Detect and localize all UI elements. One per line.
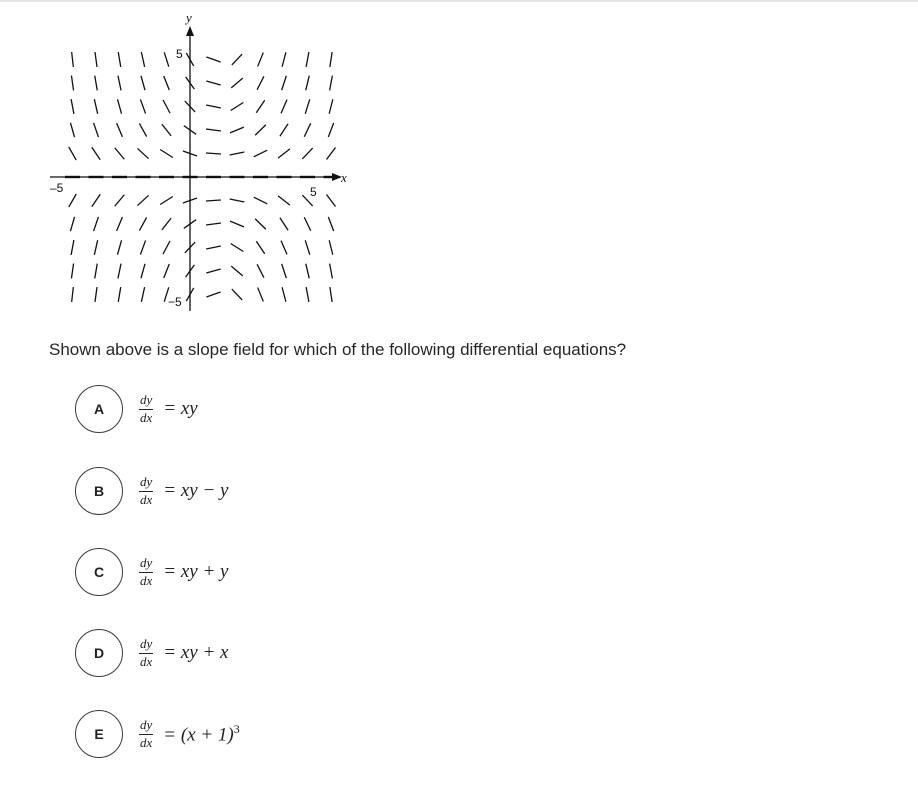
equation-rhs	[163, 722, 239, 746]
fraction-numerator: dy	[139, 718, 153, 735]
slope-segment	[231, 266, 242, 276]
slope-segment	[95, 264, 98, 279]
slope-segment	[72, 52, 74, 67]
choice-b[interactable]	[75, 467, 228, 515]
slope-segment	[305, 99, 310, 113]
slope-segment	[71, 99, 74, 114]
slope-segment	[254, 197, 267, 204]
choice-e[interactable]	[75, 710, 240, 758]
choice-a[interactable]	[75, 385, 198, 433]
slope-segment	[206, 246, 221, 249]
slope-segment	[206, 269, 220, 273]
tick-label-x-pos: 5	[310, 185, 317, 199]
slope-segment	[305, 240, 310, 254]
slope-segment	[281, 100, 287, 114]
slope-segment	[163, 241, 170, 254]
slope-segment	[160, 197, 173, 205]
slope-segment	[206, 200, 221, 201]
slope-segment	[257, 76, 264, 89]
choice-c-equation	[139, 556, 228, 589]
top-border	[0, 0, 918, 2]
slope-segment	[164, 264, 170, 278]
slope-segment	[282, 76, 287, 90]
tick-label-y-neg: −5	[168, 295, 182, 309]
slope-segment	[206, 129, 221, 131]
choice-d-equation	[139, 637, 228, 670]
slope-segment	[118, 287, 120, 302]
fraction-denominator: dx	[140, 572, 153, 588]
slope-segment	[231, 244, 244, 252]
fraction-denominator: dx	[140, 653, 153, 669]
slope-segment	[255, 125, 266, 136]
slope-segment	[115, 148, 125, 159]
slope-segment	[164, 52, 169, 66]
slope-segment	[306, 287, 309, 302]
slope-segment	[330, 287, 332, 302]
tick-label-y-pos: 5	[176, 47, 183, 61]
slope-segment	[329, 240, 333, 255]
slope-segment	[141, 76, 145, 90]
slope-segment	[306, 52, 309, 67]
fraction-denominator: dx	[140, 491, 153, 507]
slope-segment	[302, 148, 312, 159]
slope-segment	[139, 217, 146, 230]
slope-segment	[70, 217, 74, 231]
slope-segment	[117, 217, 123, 231]
slope-segment	[94, 99, 97, 114]
equation-rhs: = xy	[163, 398, 198, 419]
slope-segment	[117, 240, 121, 254]
slope-segment	[258, 53, 264, 67]
slope-segment	[206, 105, 221, 108]
fraction-numerator: dy	[139, 556, 153, 573]
slope-segment	[254, 150, 267, 157]
slope-segment	[118, 76, 121, 91]
slope-segment	[118, 264, 121, 279]
slope-segment	[206, 292, 220, 297]
choice-b-letter[interactable]: B	[75, 467, 123, 515]
derivative-fraction	[139, 718, 153, 751]
equation-rhs: = xy + x	[163, 642, 229, 663]
choice-c-letter[interactable]: C	[75, 548, 123, 596]
slope-segment	[330, 52, 332, 67]
choice-c[interactable]	[75, 548, 228, 596]
slope-segment	[306, 264, 309, 279]
slope-segment	[94, 240, 97, 255]
slope-segment	[164, 76, 170, 90]
y-axis-label: y	[186, 10, 192, 25]
y-axis-arrow-icon	[186, 26, 194, 36]
choice-d[interactable]	[75, 629, 228, 677]
slope-segment	[206, 223, 221, 225]
slope-segment	[230, 221, 244, 227]
slope-segment	[280, 124, 288, 137]
slope-segment	[230, 127, 244, 133]
derivative-fraction	[139, 475, 153, 508]
slope-segment	[258, 288, 264, 302]
choice-b-equation	[139, 475, 228, 508]
equation-rhs: = xy + y	[163, 561, 229, 582]
slope-segment	[92, 147, 100, 159]
slope-segment	[257, 264, 264, 277]
slope-segment	[140, 99, 145, 113]
slope-segment	[162, 124, 171, 136]
slope-segment	[92, 194, 100, 206]
slope-segment	[330, 264, 333, 279]
slope-segment	[329, 99, 333, 114]
slope-segment	[94, 217, 99, 231]
slope-segment	[95, 52, 97, 67]
slope-segment	[95, 76, 98, 91]
fraction-denominator: dx	[140, 409, 153, 425]
choice-e-equation	[139, 718, 240, 751]
equation-exponent: 3	[233, 721, 240, 736]
slope-segment	[115, 195, 125, 206]
slope-segment	[118, 52, 120, 67]
fraction-denominator: dx	[140, 734, 153, 750]
slope-segment	[70, 123, 74, 137]
slope-segment	[72, 287, 74, 302]
slope-segment	[140, 240, 145, 254]
slope-segment	[117, 123, 123, 137]
slope-segment	[328, 123, 333, 137]
slope-segment	[162, 218, 171, 230]
slope-segment	[255, 219, 266, 230]
slope-segment	[71, 240, 74, 255]
slope-segment	[280, 218, 288, 231]
slope-segment	[230, 152, 245, 155]
slope-segment	[163, 100, 170, 113]
slope-segment	[330, 76, 333, 91]
slope-segment	[278, 149, 290, 158]
slope-segment	[69, 147, 76, 160]
slope-segment	[304, 217, 310, 231]
slope-segment	[326, 148, 335, 160]
slope-segment	[230, 199, 245, 202]
choice-e-letter[interactable]: E	[75, 710, 123, 758]
slope-segment	[206, 57, 220, 62]
tick-label-x-neg: –5	[50, 181, 64, 195]
slope-segment	[256, 241, 264, 253]
slope-segment	[95, 287, 97, 302]
slope-segment	[94, 123, 99, 137]
slope-segment	[282, 52, 286, 67]
slope-segment	[256, 100, 264, 112]
x-axis-label: x	[341, 170, 347, 185]
slope-segment	[326, 195, 335, 207]
slope-segment	[282, 287, 286, 302]
slope-segment	[141, 287, 144, 302]
equation-rhs-base: = (x + 1)	[163, 724, 234, 746]
choice-a-letter[interactable]: A	[75, 385, 123, 433]
fraction-numerator: dy	[139, 393, 153, 410]
equation-rhs: = xy − y	[163, 480, 229, 501]
slope-segment	[139, 123, 146, 136]
derivative-fraction	[139, 637, 153, 670]
fraction-numerator: dy	[139, 637, 153, 654]
slope-segment	[232, 289, 242, 300]
slope-segment	[304, 123, 310, 137]
slope-segment	[231, 78, 242, 88]
slope-field-graph	[40, 6, 360, 316]
slope-segment	[137, 195, 148, 205]
slope-segment	[282, 264, 287, 278]
slope-segment	[71, 76, 73, 91]
question-text: Shown above is a slope field for which of the following differential equations?	[49, 340, 627, 359]
slope-segment	[141, 264, 145, 278]
slope-segment	[306, 76, 309, 91]
fraction-numerator: dy	[139, 475, 153, 492]
choice-a-equation	[139, 393, 198, 426]
derivative-fraction	[139, 556, 153, 589]
slope-segment	[281, 241, 287, 255]
choice-d-letter[interactable]: D	[75, 629, 123, 677]
slope-segment	[141, 52, 144, 67]
slope-segment	[69, 194, 76, 207]
derivative-fraction	[139, 393, 153, 426]
slope-segment	[117, 99, 121, 113]
slope-segment	[137, 148, 148, 158]
slope-segment	[71, 264, 73, 279]
slope-segment	[328, 217, 333, 231]
slope-segment	[206, 153, 221, 154]
slope-segment	[206, 81, 220, 85]
slope-segment	[231, 103, 244, 111]
slope-segment	[232, 54, 242, 65]
slope-segment	[278, 196, 290, 205]
slope-segment	[160, 150, 173, 158]
